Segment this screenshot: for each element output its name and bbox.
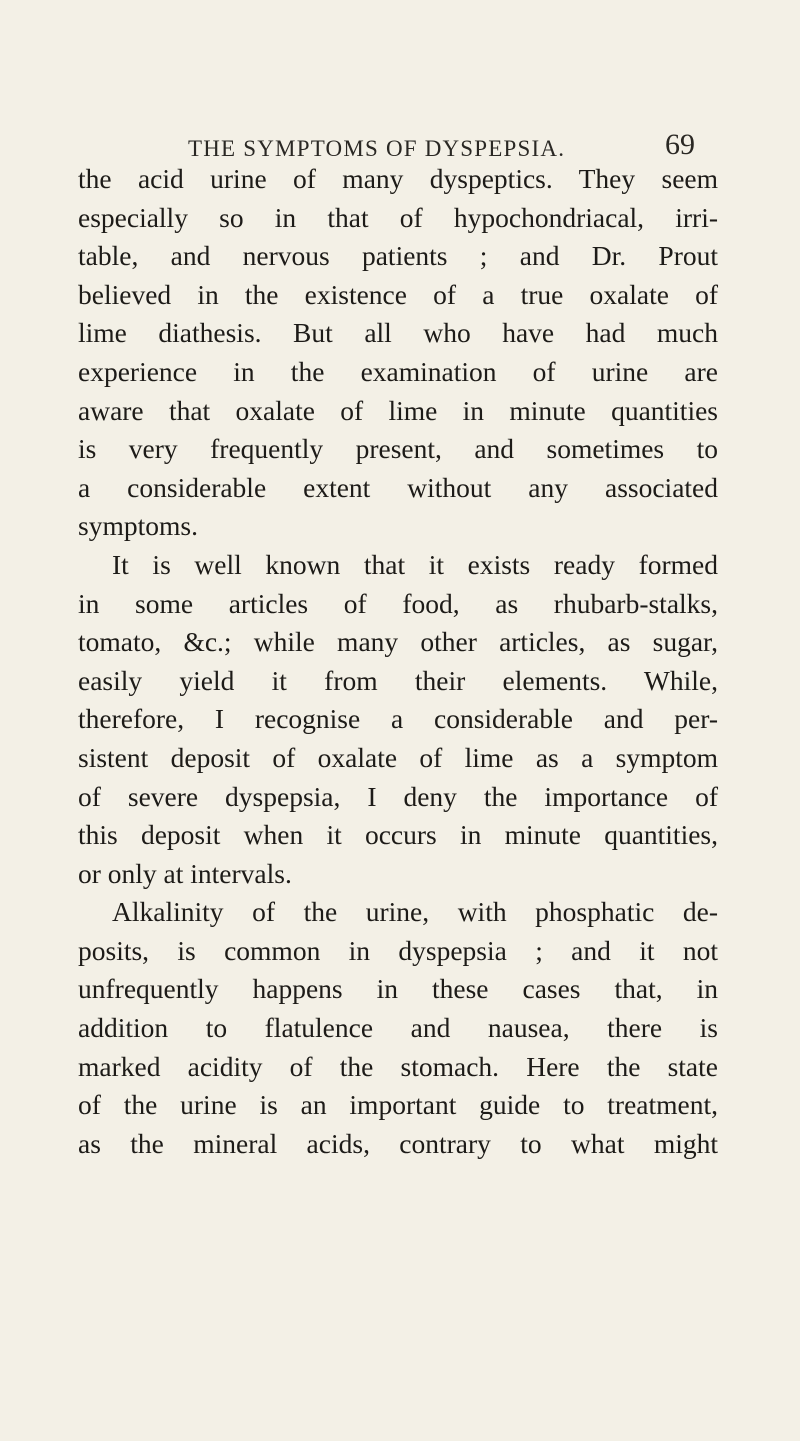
- text-line: addition to flatulence and nausea, there is: [78, 1012, 718, 1044]
- text-line: unfrequently happens in these cases that, in: [78, 973, 718, 1005]
- paragraph-start: Alkalinity of the urine, with phosphatic de-: [112, 896, 718, 928]
- text-line: posits, is common in dyspepsia ; and it not: [78, 934, 718, 966]
- text-line: tomato, &c.; while many other articles, as sugar,: [78, 626, 718, 658]
- text-line: or only at intervals.: [78, 857, 292, 889]
- text-line: believed in the existence of a true oxalate of: [78, 278, 718, 310]
- text-line: symptoms.: [78, 510, 198, 542]
- text-line: table, and nervous patients ; and Dr. Prout: [78, 240, 718, 272]
- text-line: marked acidity of the stomach. Here the state: [78, 1050, 718, 1082]
- text-line: therefore, I recognise a considerable and per-: [78, 703, 718, 735]
- text-line: especially so in that of hypochondriacal, irri-: [78, 201, 718, 233]
- text-line: the acid urine of many dyspeptics. They seem: [78, 163, 718, 194]
- text-line: lime diathesis. But all who have had much: [78, 317, 718, 349]
- text-line: aware that oxalate of lime in minute quantities: [78, 394, 718, 426]
- text-line: in some articles of food, as rhubarb-stalks,: [78, 587, 718, 619]
- text-line: a considerable extent without any associated: [78, 471, 718, 503]
- page-number: 69: [665, 128, 695, 161]
- text-line: as the mineral acids, contrary to what might: [78, 1127, 718, 1159]
- text-line: of the urine is an important guide to treatment,: [78, 1089, 718, 1121]
- text-line: this deposit when it occurs in minute quantities,: [78, 819, 718, 851]
- text-line: sistent deposit of oxalate of lime as a symptom: [78, 741, 718, 773]
- body-text: [78, 160, 718, 1163]
- text-line: is very frequently present, and sometimes to: [78, 433, 718, 465]
- text-line: experience in the examination of urine are: [78, 355, 718, 387]
- paragraph-start: It is well known that it exists ready formed: [112, 548, 718, 580]
- text-line: of severe dyspepsia, I deny the importance of: [78, 780, 718, 812]
- running-head: THE SYMPTOMS OF DYSPEPSIA.: [188, 136, 566, 161]
- text-line: easily yield it from their elements. While,: [78, 664, 718, 696]
